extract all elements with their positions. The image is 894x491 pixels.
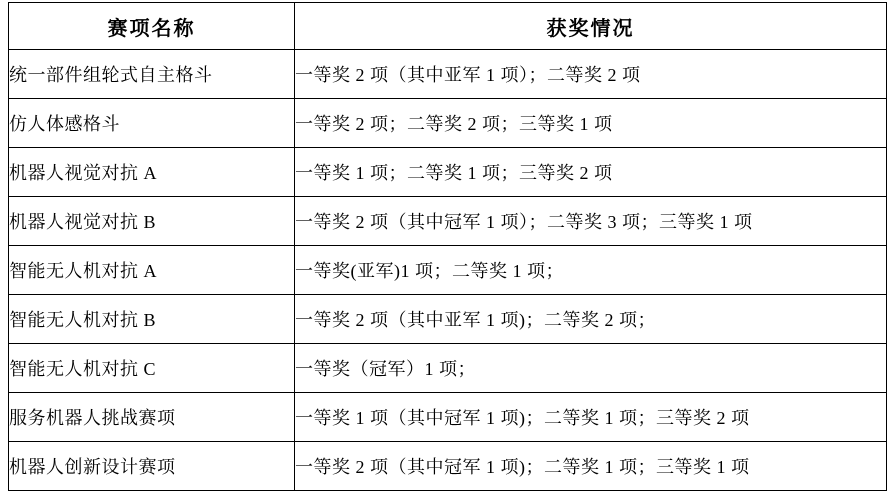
cell-award-status: 一等奖 2 项（其中亚军 1 项)；二等奖 2 项； bbox=[295, 295, 887, 344]
cell-event-name: 服务机器人挑战赛项 bbox=[9, 393, 295, 442]
cell-award-status: 一等奖 1 项；二等奖 1 项；三等奖 2 项 bbox=[295, 148, 887, 197]
table-row bbox=[9, 442, 887, 491]
table-row bbox=[9, 99, 887, 148]
cell-event-name: 智能无人机对抗 C bbox=[9, 344, 295, 393]
table-row bbox=[9, 148, 887, 197]
cell-award-status: 一等奖（冠军）1 项； bbox=[295, 344, 887, 393]
cell-event-name: 智能无人机对抗 B bbox=[9, 295, 295, 344]
cell-award-status: 一等奖 2 项（其中冠军 1 项）；二等奖 3 项；三等奖 1 项 bbox=[295, 197, 887, 246]
cell-award-status: 一等奖 1 项（其中冠军 1 项)；二等奖 1 项；三等奖 2 项 bbox=[295, 393, 887, 442]
table-row bbox=[9, 393, 887, 442]
table-row bbox=[9, 197, 887, 246]
cell-award-status: 一等奖(亚军)1 项；二等奖 1 项； bbox=[295, 246, 887, 295]
cell-event-name: 机器人视觉对抗 A bbox=[9, 148, 295, 197]
cell-event-name: 统一部件组轮式自主格斗 bbox=[9, 50, 295, 99]
table-header-row bbox=[9, 3, 887, 50]
cell-award-status: 一等奖 2 项；二等奖 2 项；三等奖 1 项 bbox=[295, 99, 887, 148]
cell-event-name: 机器人创新设计赛项 bbox=[9, 442, 295, 491]
cell-award-status: 一等奖 2 项（其中冠军 1 项)；二等奖 1 项；三等奖 1 项 bbox=[295, 442, 887, 491]
column-header-award-status: 获奖情况 bbox=[295, 3, 887, 50]
table-row bbox=[9, 246, 887, 295]
table-row bbox=[9, 295, 887, 344]
cell-event-name: 智能无人机对抗 A bbox=[9, 246, 295, 295]
table-body bbox=[9, 50, 887, 491]
table-header bbox=[9, 3, 887, 50]
award-results-table bbox=[8, 2, 887, 491]
column-header-event-name: 赛项名称 bbox=[9, 3, 295, 50]
table-row bbox=[9, 50, 887, 99]
cell-award-status: 一等奖 2 项（其中亚军 1 项）；二等奖 2 项 bbox=[295, 50, 887, 99]
table-row bbox=[9, 344, 887, 393]
cell-event-name: 机器人视觉对抗 B bbox=[9, 197, 295, 246]
cell-event-name: 仿人体感格斗 bbox=[9, 99, 295, 148]
document-page bbox=[0, 2, 894, 491]
